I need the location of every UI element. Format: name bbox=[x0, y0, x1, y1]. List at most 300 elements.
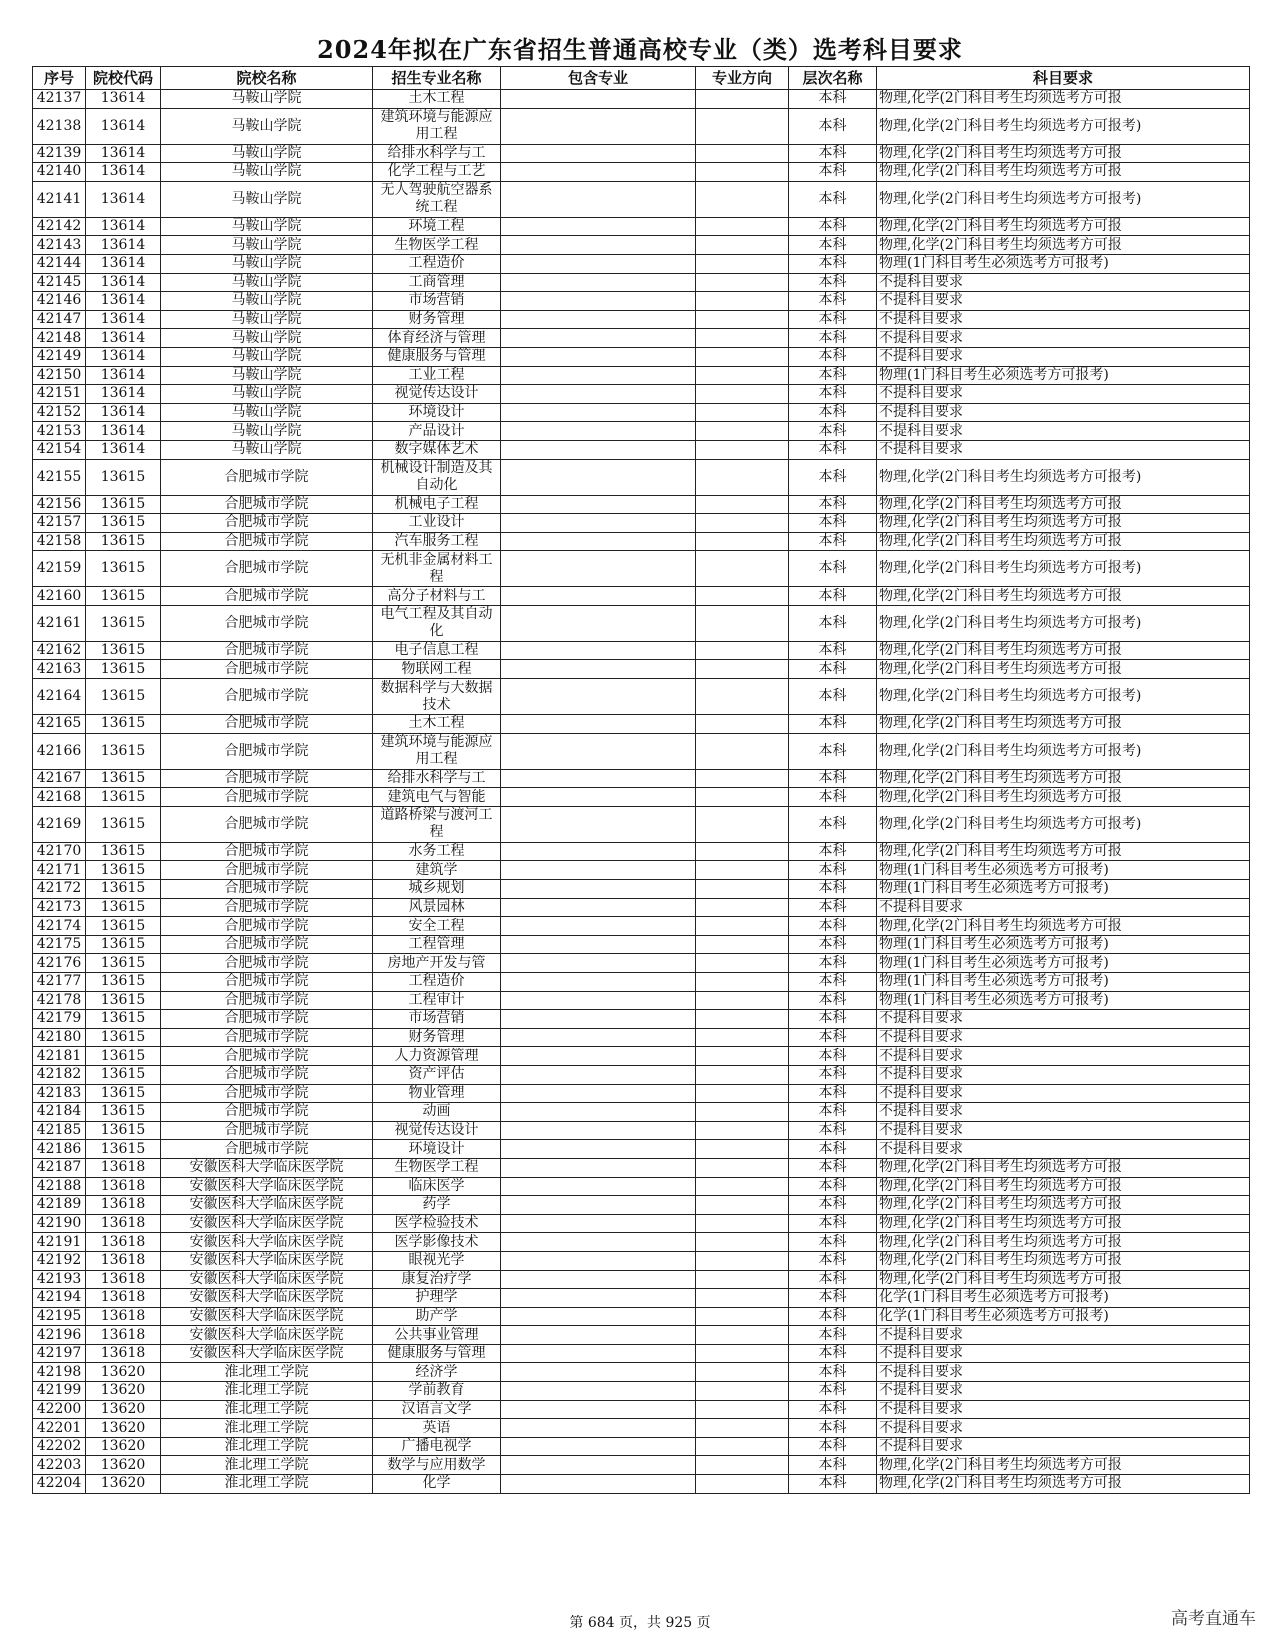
cell-seq: 42158 bbox=[33, 532, 86, 551]
cell-major-name: 健康服务与管理 bbox=[373, 1344, 501, 1363]
cell-included bbox=[501, 1344, 696, 1363]
cell-direction bbox=[696, 1363, 789, 1382]
cell-seq: 42182 bbox=[33, 1065, 86, 1084]
cell-school-code: 13615 bbox=[86, 769, 161, 788]
cell-major-name: 建筑环境与能源应用工程 bbox=[373, 733, 501, 769]
cell-school-code: 13618 bbox=[86, 1196, 161, 1215]
cell-seq: 42188 bbox=[33, 1177, 86, 1196]
cell-school-name: 淮北理工学院 bbox=[161, 1382, 373, 1401]
col-header-school-name: 院校名称 bbox=[161, 67, 373, 90]
cell-major-name: 无人驾驶航空器系统工程 bbox=[373, 181, 501, 217]
cell-school-code: 13614 bbox=[86, 90, 161, 109]
page-footer: 第 684 页，共 925 页 bbox=[569, 1615, 711, 1631]
cell-major-name: 土木工程 bbox=[373, 715, 501, 734]
cell-school-code: 13618 bbox=[86, 1214, 161, 1233]
cell-subject-req: 物理,化学(2门科目考生均须选考方可报考) bbox=[877, 733, 1250, 769]
cell-direction bbox=[696, 1251, 789, 1270]
cell-level: 本科 bbox=[789, 973, 877, 992]
cell-school-code: 13615 bbox=[86, 788, 161, 807]
cell-level: 本科 bbox=[789, 605, 877, 641]
cell-included bbox=[501, 440, 696, 459]
cell-school-name: 合肥城市学院 bbox=[161, 954, 373, 973]
cell-school-name: 马鞍山学院 bbox=[161, 273, 373, 292]
cell-subject-req: 物理,化学(2门科目考生均须选考方可报 bbox=[877, 917, 1250, 936]
cell-school-name: 安徽医科大学临床医学院 bbox=[161, 1251, 373, 1270]
col-header-direction: 专业方向 bbox=[696, 67, 789, 90]
cell-subject-req: 物理,化学(2门科目考生均须选考方可报考) bbox=[877, 551, 1250, 587]
cell-subject-req: 不提科目要求 bbox=[877, 440, 1250, 459]
cell-seq: 42150 bbox=[33, 366, 86, 385]
cell-included bbox=[501, 514, 696, 533]
cell-seq: 42176 bbox=[33, 954, 86, 973]
cell-major-name: 学前教育 bbox=[373, 1382, 501, 1401]
cell-major-name: 化学工程与工艺 bbox=[373, 163, 501, 182]
cell-included bbox=[501, 144, 696, 163]
table-row bbox=[33, 347, 1250, 366]
cell-school-code: 13615 bbox=[86, 880, 161, 899]
cell-direction bbox=[696, 679, 789, 715]
cell-seq: 42181 bbox=[33, 1047, 86, 1066]
cell-included bbox=[501, 329, 696, 348]
cell-seq: 42155 bbox=[33, 459, 86, 495]
cell-subject-req: 物理(1门科目考生必须选考方可报考) bbox=[877, 954, 1250, 973]
table-row bbox=[33, 1010, 1250, 1029]
cell-school-code: 13614 bbox=[86, 347, 161, 366]
cell-seq: 42164 bbox=[33, 679, 86, 715]
cell-direction bbox=[696, 973, 789, 992]
cell-major-name: 房地产开发与管 bbox=[373, 954, 501, 973]
cell-subject-req: 物理,化学(2门科目考生均须选考方可报考) bbox=[877, 459, 1250, 495]
cell-seq: 42192 bbox=[33, 1251, 86, 1270]
cell-direction bbox=[696, 1047, 789, 1066]
cell-level: 本科 bbox=[789, 403, 877, 422]
cell-direction bbox=[696, 1140, 789, 1159]
cell-seq: 42147 bbox=[33, 310, 86, 329]
cell-school-name: 合肥城市学院 bbox=[161, 514, 373, 533]
cell-subject-req: 化学(1门科目考生必须选考方可报考) bbox=[877, 1289, 1250, 1308]
cell-level: 本科 bbox=[789, 1307, 877, 1326]
cell-included bbox=[501, 1289, 696, 1308]
cell-level: 本科 bbox=[789, 641, 877, 660]
table-row bbox=[33, 715, 1250, 734]
table-row bbox=[33, 605, 1250, 641]
cell-included bbox=[501, 347, 696, 366]
cell-school-name: 马鞍山学院 bbox=[161, 292, 373, 311]
cell-school-name: 合肥城市学院 bbox=[161, 587, 373, 606]
cell-seq: 42137 bbox=[33, 90, 86, 109]
cell-major-name: 公共事业管理 bbox=[373, 1326, 501, 1345]
cell-direction bbox=[696, 935, 789, 954]
cell-major-name: 体育经济与管理 bbox=[373, 329, 501, 348]
cell-included bbox=[501, 310, 696, 329]
cell-school-code: 13618 bbox=[86, 1233, 161, 1252]
cell-subject-req: 不提科目要求 bbox=[877, 1140, 1250, 1159]
cell-direction bbox=[696, 551, 789, 587]
cell-level: 本科 bbox=[789, 292, 877, 311]
cell-school-code: 13615 bbox=[86, 551, 161, 587]
cell-level: 本科 bbox=[789, 422, 877, 441]
cell-level: 本科 bbox=[789, 1437, 877, 1456]
cell-included bbox=[501, 660, 696, 679]
cell-subject-req: 物理,化学(2门科目考生均须选考方可报 bbox=[877, 90, 1250, 109]
cell-level: 本科 bbox=[789, 806, 877, 842]
cell-school-name: 合肥城市学院 bbox=[161, 861, 373, 880]
cell-major-name: 高分子材料与工 bbox=[373, 587, 501, 606]
cell-major-name: 物联网工程 bbox=[373, 660, 501, 679]
cell-level: 本科 bbox=[789, 991, 877, 1010]
cell-seq: 42185 bbox=[33, 1121, 86, 1140]
cell-seq: 42175 bbox=[33, 935, 86, 954]
cell-direction bbox=[696, 861, 789, 880]
cell-school-name: 安徽医科大学临床医学院 bbox=[161, 1233, 373, 1252]
cell-major-name: 护理学 bbox=[373, 1289, 501, 1308]
cell-seq: 42162 bbox=[33, 641, 86, 660]
cell-school-name: 淮北理工学院 bbox=[161, 1419, 373, 1438]
cell-level: 本科 bbox=[789, 1419, 877, 1438]
col-header-seq: 序号 bbox=[33, 67, 86, 90]
cell-school-code: 13614 bbox=[86, 108, 161, 144]
cell-major-name: 物业管理 bbox=[373, 1084, 501, 1103]
cell-included bbox=[501, 861, 696, 880]
table-row bbox=[33, 1289, 1250, 1308]
cell-included bbox=[501, 769, 696, 788]
cell-major-name: 建筑学 bbox=[373, 861, 501, 880]
cell-school-name: 合肥城市学院 bbox=[161, 551, 373, 587]
cell-school-name: 合肥城市学院 bbox=[161, 1084, 373, 1103]
cell-school-name: 合肥城市学院 bbox=[161, 769, 373, 788]
cell-major-name: 助产学 bbox=[373, 1307, 501, 1326]
cell-included bbox=[501, 1047, 696, 1066]
cell-school-name: 马鞍山学院 bbox=[161, 108, 373, 144]
cell-school-code: 13615 bbox=[86, 991, 161, 1010]
cell-included bbox=[501, 1363, 696, 1382]
cell-subject-req: 物理,化学(2门科目考生均须选考方可报考) bbox=[877, 181, 1250, 217]
cell-school-name: 马鞍山学院 bbox=[161, 440, 373, 459]
cell-subject-req: 化学(1门科目考生必须选考方可报考) bbox=[877, 1307, 1250, 1326]
table-row bbox=[33, 236, 1250, 255]
cell-direction bbox=[696, 1196, 789, 1215]
cell-direction bbox=[696, 440, 789, 459]
cell-included bbox=[501, 495, 696, 514]
table-row bbox=[33, 769, 1250, 788]
cell-subject-req: 不提科目要求 bbox=[877, 1400, 1250, 1419]
cell-subject-req: 物理,化学(2门科目考生均须选考方可报 bbox=[877, 217, 1250, 236]
cell-school-name: 安徽医科大学临床医学院 bbox=[161, 1196, 373, 1215]
cell-school-name: 淮北理工学院 bbox=[161, 1475, 373, 1494]
cell-direction bbox=[696, 715, 789, 734]
cell-subject-req: 物理,化学(2门科目考生均须选考方可报考) bbox=[877, 679, 1250, 715]
cell-seq: 42172 bbox=[33, 880, 86, 899]
cell-level: 本科 bbox=[789, 1326, 877, 1345]
cell-subject-req: 物理,化学(2门科目考生均须选考方可报 bbox=[877, 788, 1250, 807]
cell-subject-req: 不提科目要求 bbox=[877, 1437, 1250, 1456]
cell-school-name: 马鞍山学院 bbox=[161, 385, 373, 404]
table-row bbox=[33, 1233, 1250, 1252]
cell-seq: 42160 bbox=[33, 587, 86, 606]
cell-included bbox=[501, 532, 696, 551]
table-row bbox=[33, 1363, 1250, 1382]
cell-level: 本科 bbox=[789, 90, 877, 109]
cell-school-code: 13618 bbox=[86, 1344, 161, 1363]
cell-school-code: 13618 bbox=[86, 1270, 161, 1289]
cell-school-code: 13614 bbox=[86, 329, 161, 348]
cell-included bbox=[501, 917, 696, 936]
cell-included bbox=[501, 898, 696, 917]
cell-school-code: 13615 bbox=[86, 715, 161, 734]
cell-school-code: 13615 bbox=[86, 1140, 161, 1159]
cell-level: 本科 bbox=[789, 842, 877, 861]
cell-major-name: 工程造价 bbox=[373, 973, 501, 992]
cell-included bbox=[501, 679, 696, 715]
cell-level: 本科 bbox=[789, 1121, 877, 1140]
cell-included bbox=[501, 991, 696, 1010]
cell-seq: 42144 bbox=[33, 254, 86, 273]
cell-major-name: 生物医学工程 bbox=[373, 1158, 501, 1177]
table-row bbox=[33, 733, 1250, 769]
cell-school-code: 13618 bbox=[86, 1251, 161, 1270]
cell-seq: 42161 bbox=[33, 605, 86, 641]
cell-seq: 42141 bbox=[33, 181, 86, 217]
cell-subject-req: 不提科目要求 bbox=[877, 1065, 1250, 1084]
cell-school-name: 马鞍山学院 bbox=[161, 366, 373, 385]
cell-school-code: 13615 bbox=[86, 587, 161, 606]
cell-school-code: 13614 bbox=[86, 292, 161, 311]
cell-seq: 42145 bbox=[33, 273, 86, 292]
table-row bbox=[33, 1028, 1250, 1047]
cell-seq: 42187 bbox=[33, 1158, 86, 1177]
cell-major-name: 数字媒体艺术 bbox=[373, 440, 501, 459]
cell-direction bbox=[696, 991, 789, 1010]
cell-subject-req: 物理,化学(2门科目考生均须选考方可报 bbox=[877, 1177, 1250, 1196]
cell-school-code: 13615 bbox=[86, 1065, 161, 1084]
cell-school-code: 13614 bbox=[86, 163, 161, 182]
table-header-row bbox=[33, 67, 1250, 90]
cell-school-name: 合肥城市学院 bbox=[161, 880, 373, 899]
table-row bbox=[33, 1326, 1250, 1345]
cell-school-code: 13618 bbox=[86, 1158, 161, 1177]
cell-major-name: 视觉传达设计 bbox=[373, 1121, 501, 1140]
table-row bbox=[33, 310, 1250, 329]
cell-subject-req: 物理,化学(2门科目考生均须选考方可报 bbox=[877, 641, 1250, 660]
cell-major-name: 环境设计 bbox=[373, 403, 501, 422]
cell-included bbox=[501, 641, 696, 660]
cell-seq: 42199 bbox=[33, 1382, 86, 1401]
cell-level: 本科 bbox=[789, 385, 877, 404]
cell-school-name: 安徽医科大学临床医学院 bbox=[161, 1270, 373, 1289]
table-row bbox=[33, 991, 1250, 1010]
cell-school-name: 合肥城市学院 bbox=[161, 641, 373, 660]
cell-school-name: 合肥城市学院 bbox=[161, 660, 373, 679]
cell-major-name: 安全工程 bbox=[373, 917, 501, 936]
cell-level: 本科 bbox=[789, 1251, 877, 1270]
cell-included bbox=[501, 273, 696, 292]
cell-subject-req: 不提科目要求 bbox=[877, 1382, 1250, 1401]
cell-direction bbox=[696, 329, 789, 348]
cell-included bbox=[501, 459, 696, 495]
cell-included bbox=[501, 551, 696, 587]
cell-subject-req: 物理(1门科目考生必须选考方可报考) bbox=[877, 366, 1250, 385]
table-row bbox=[33, 1065, 1250, 1084]
cell-school-code: 13615 bbox=[86, 806, 161, 842]
table-row bbox=[33, 1158, 1250, 1177]
cell-subject-req: 物理,化学(2门科目考生均须选考方可报 bbox=[877, 1475, 1250, 1494]
cell-subject-req: 物理,化学(2门科目考生均须选考方可报 bbox=[877, 715, 1250, 734]
cell-school-name: 合肥城市学院 bbox=[161, 1028, 373, 1047]
table-row bbox=[33, 1419, 1250, 1438]
cell-seq: 42198 bbox=[33, 1363, 86, 1382]
cell-included bbox=[501, 605, 696, 641]
cell-seq: 42143 bbox=[33, 236, 86, 255]
table-row bbox=[33, 1047, 1250, 1066]
cell-level: 本科 bbox=[789, 1289, 877, 1308]
table-row bbox=[33, 329, 1250, 348]
cell-level: 本科 bbox=[789, 1028, 877, 1047]
cell-included bbox=[501, 385, 696, 404]
cell-included bbox=[501, 1456, 696, 1475]
cell-level: 本科 bbox=[789, 954, 877, 973]
cell-level: 本科 bbox=[789, 587, 877, 606]
cell-subject-req: 物理,化学(2门科目考生均须选考方可报 bbox=[877, 1196, 1250, 1215]
cell-level: 本科 bbox=[789, 733, 877, 769]
cell-level: 本科 bbox=[789, 514, 877, 533]
table-row bbox=[33, 935, 1250, 954]
cell-direction bbox=[696, 917, 789, 936]
cell-seq: 42151 bbox=[33, 385, 86, 404]
cell-major-name: 工程造价 bbox=[373, 254, 501, 273]
table-row bbox=[33, 273, 1250, 292]
cell-major-name: 人力资源管理 bbox=[373, 1047, 501, 1066]
cell-subject-req: 物理,化学(2门科目考生均须选考方可报 bbox=[877, 532, 1250, 551]
cell-subject-req: 不提科目要求 bbox=[877, 347, 1250, 366]
cell-school-code: 13614 bbox=[86, 273, 161, 292]
cell-school-code: 13615 bbox=[86, 1121, 161, 1140]
cell-level: 本科 bbox=[789, 1382, 877, 1401]
cell-seq: 42171 bbox=[33, 861, 86, 880]
table-row bbox=[33, 917, 1250, 936]
table-row bbox=[33, 679, 1250, 715]
cell-subject-req: 物理,化学(2门科目考生均须选考方可报 bbox=[877, 1251, 1250, 1270]
cell-subject-req: 物理,化学(2门科目考生均须选考方可报 bbox=[877, 769, 1250, 788]
cell-seq: 42146 bbox=[33, 292, 86, 311]
cell-school-code: 13614 bbox=[86, 366, 161, 385]
cell-direction bbox=[696, 1419, 789, 1438]
cell-major-name: 电子信息工程 bbox=[373, 641, 501, 660]
cell-direction bbox=[696, 769, 789, 788]
table-row bbox=[33, 1456, 1250, 1475]
cell-subject-req: 物理,化学(2门科目考生均须选考方可报 bbox=[877, 236, 1250, 255]
cell-seq: 42140 bbox=[33, 163, 86, 182]
cell-direction bbox=[696, 385, 789, 404]
cell-seq: 42156 bbox=[33, 495, 86, 514]
cell-major-name: 电气工程及其自动化 bbox=[373, 605, 501, 641]
cell-subject-req: 不提科目要求 bbox=[877, 1363, 1250, 1382]
cell-included bbox=[501, 292, 696, 311]
cell-level: 本科 bbox=[789, 1158, 877, 1177]
cell-level: 本科 bbox=[789, 1084, 877, 1103]
col-header-level: 层次名称 bbox=[789, 67, 877, 90]
cell-included bbox=[501, 1382, 696, 1401]
table-row bbox=[33, 788, 1250, 807]
cell-subject-req: 不提科目要求 bbox=[877, 310, 1250, 329]
cell-level: 本科 bbox=[789, 880, 877, 899]
cell-direction bbox=[696, 310, 789, 329]
cell-subject-req: 不提科目要求 bbox=[877, 1344, 1250, 1363]
cell-school-code: 13614 bbox=[86, 254, 161, 273]
cell-seq: 42142 bbox=[33, 217, 86, 236]
cell-direction bbox=[696, 1437, 789, 1456]
cell-school-name: 合肥城市学院 bbox=[161, 842, 373, 861]
cell-school-code: 13618 bbox=[86, 1326, 161, 1345]
cell-seq: 42193 bbox=[33, 1270, 86, 1289]
cell-direction bbox=[696, 660, 789, 679]
cell-school-name: 淮北理工学院 bbox=[161, 1456, 373, 1475]
cell-school-code: 13614 bbox=[86, 385, 161, 404]
cell-major-name: 财务管理 bbox=[373, 1028, 501, 1047]
cell-school-name: 马鞍山学院 bbox=[161, 310, 373, 329]
cell-school-code: 13615 bbox=[86, 514, 161, 533]
cell-direction bbox=[696, 236, 789, 255]
cell-subject-req: 不提科目要求 bbox=[877, 273, 1250, 292]
cell-seq: 42170 bbox=[33, 842, 86, 861]
cell-major-name: 工业设计 bbox=[373, 514, 501, 533]
cell-school-name: 马鞍山学院 bbox=[161, 347, 373, 366]
cell-major-name: 生物医学工程 bbox=[373, 236, 501, 255]
col-header-major-name: 招生专业名称 bbox=[373, 67, 501, 90]
table-row bbox=[33, 108, 1250, 144]
table-row bbox=[33, 532, 1250, 551]
cell-subject-req: 不提科目要求 bbox=[877, 898, 1250, 917]
table-row bbox=[33, 495, 1250, 514]
cell-direction bbox=[696, 898, 789, 917]
cell-subject-req: 物理,化学(2门科目考生均须选考方可报 bbox=[877, 1233, 1250, 1252]
cell-major-name: 广播电视学 bbox=[373, 1437, 501, 1456]
cell-seq: 42149 bbox=[33, 347, 86, 366]
cell-direction bbox=[696, 273, 789, 292]
cell-school-name: 马鞍山学院 bbox=[161, 217, 373, 236]
table-row bbox=[33, 880, 1250, 899]
cell-school-code: 13618 bbox=[86, 1177, 161, 1196]
cell-major-name: 道路桥梁与渡河工程 bbox=[373, 806, 501, 842]
cell-direction bbox=[696, 1270, 789, 1289]
cell-direction bbox=[696, 403, 789, 422]
cell-direction bbox=[696, 1289, 789, 1308]
cell-seq: 42138 bbox=[33, 108, 86, 144]
cell-school-name: 合肥城市学院 bbox=[161, 1103, 373, 1122]
cell-included bbox=[501, 1084, 696, 1103]
cell-included bbox=[501, 422, 696, 441]
table-row bbox=[33, 660, 1250, 679]
cell-level: 本科 bbox=[789, 366, 877, 385]
cell-major-name: 产品设计 bbox=[373, 422, 501, 441]
cell-included bbox=[501, 254, 696, 273]
cell-included bbox=[501, 806, 696, 842]
cell-direction bbox=[696, 495, 789, 514]
cell-included bbox=[501, 973, 696, 992]
cell-school-code: 13620 bbox=[86, 1437, 161, 1456]
cell-level: 本科 bbox=[789, 532, 877, 551]
cell-school-code: 13615 bbox=[86, 660, 161, 679]
cell-school-name: 安徽医科大学临床医学院 bbox=[161, 1307, 373, 1326]
cell-direction bbox=[696, 163, 789, 182]
cell-school-code: 13620 bbox=[86, 1382, 161, 1401]
cell-direction bbox=[696, 1158, 789, 1177]
cell-direction bbox=[696, 641, 789, 660]
cell-level: 本科 bbox=[789, 1065, 877, 1084]
cell-level: 本科 bbox=[789, 163, 877, 182]
cell-direction bbox=[696, 880, 789, 899]
cell-major-name: 医学影像技术 bbox=[373, 1233, 501, 1252]
table-row bbox=[33, 1140, 1250, 1159]
